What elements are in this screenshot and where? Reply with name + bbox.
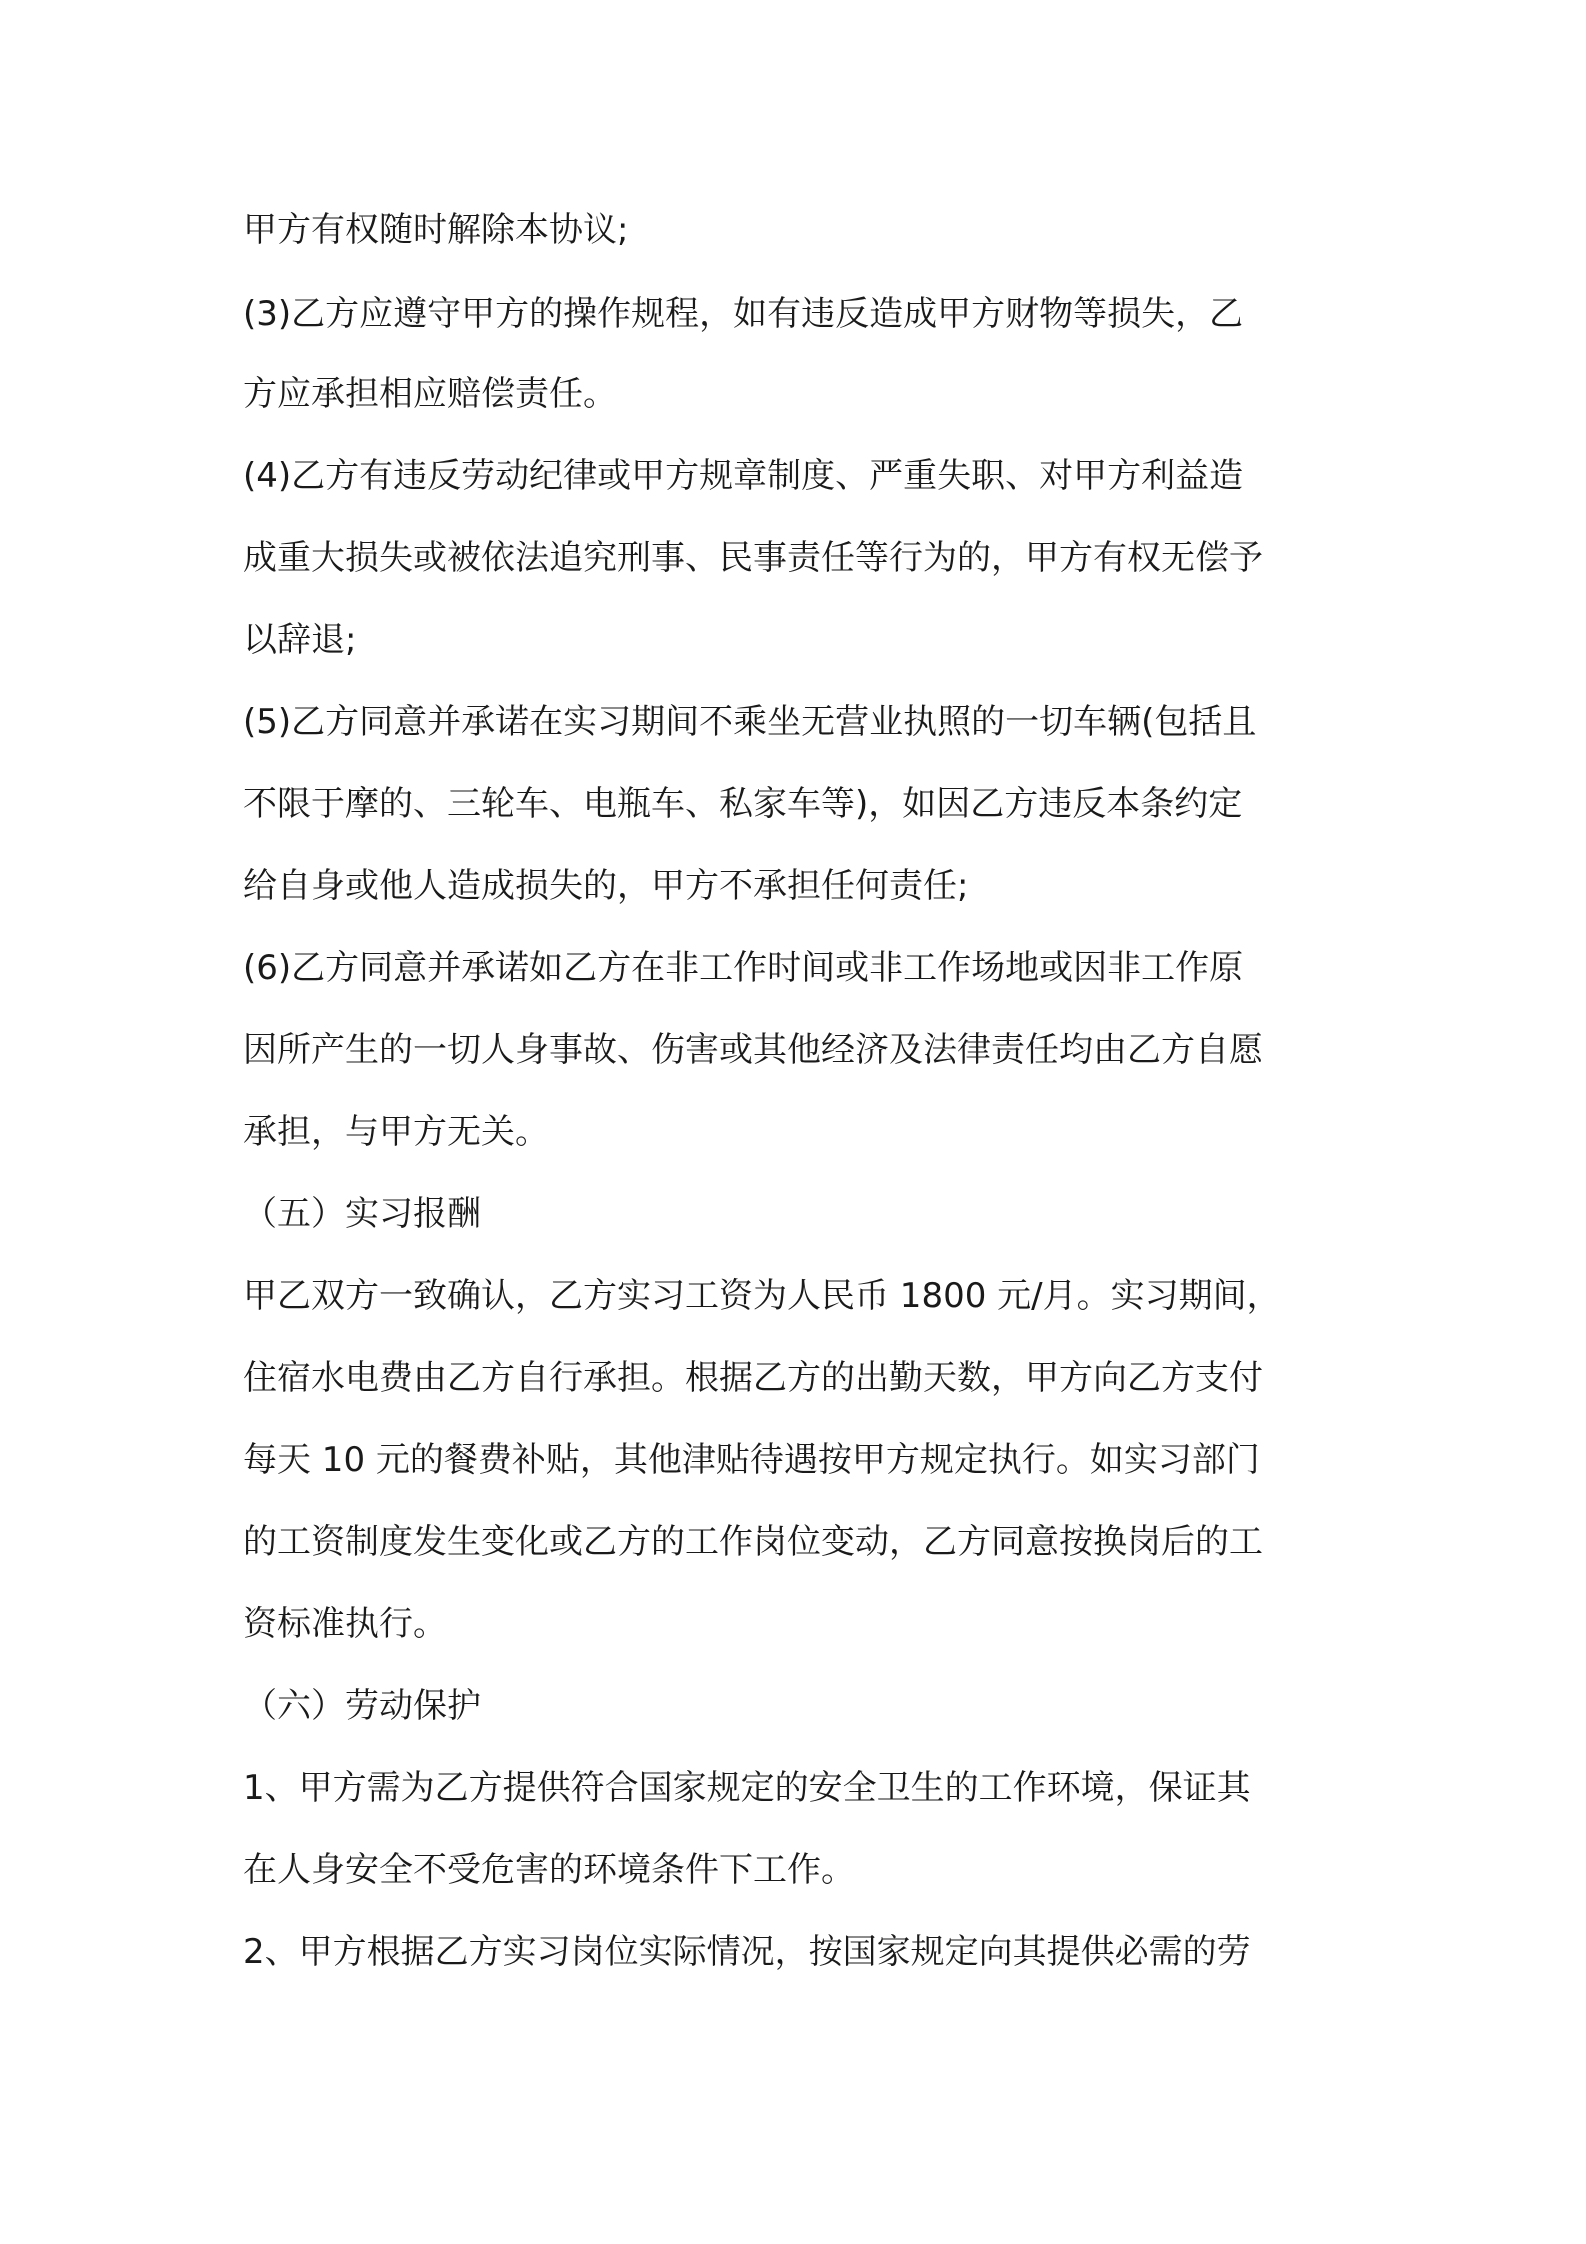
text-line: (6)乙方同意并承诺如乙方在非工作时间或非工作场地或因非工作原: [243, 948, 1244, 988]
text-line: (3)乙方应遵守甲方的操作规程，如有违反造成甲方财物等损失，乙: [243, 294, 1244, 334]
text-line: 以辞退;: [243, 620, 357, 660]
text-line: 甲乙双方一致确认，乙方实习工资为人民币 1800 元/月。实习期间，: [243, 1276, 1281, 1316]
text-line: 住宿水电费由乙方自行承担。根据乙方的出勤天数，甲方向乙方支付: [243, 1358, 1263, 1398]
text-line: 方应承担相应赔偿责任。: [243, 374, 617, 414]
section-heading: （五）实习报酬: [243, 1194, 481, 1234]
text-line: 资标准执行。: [243, 1604, 447, 1644]
text-line: 在人身安全不受危害的环境条件下工作。: [243, 1850, 855, 1890]
text-line: 不限于摩的、三轮车、电瓶车、私家车等)，如因乙方违反本条约定: [243, 784, 1243, 824]
text-line: 给自身或他人造成损失的，甲方不承担任何责任;: [243, 866, 969, 906]
section-heading: （六）劳动保护: [243, 1686, 481, 1726]
text-line: 每天 10 元的餐费补贴，其他津贴待遇按甲方规定执行。如实习部门: [243, 1440, 1260, 1480]
text-line: 甲方有权随时解除本协议;: [243, 210, 629, 250]
text-line: 承担，与甲方无关。: [243, 1112, 549, 1152]
text-line: (5)乙方同意并承诺在实习期间不乘坐无营业执照的一切车辆(包括且: [243, 702, 1257, 742]
text-line: 2、甲方根据乙方实习岗位实际情况，按国家规定向其提供必需的劳: [243, 1932, 1251, 1972]
text-line: 的工资制度发生变化或乙方的工作岗位变动，乙方同意按换岗后的工: [243, 1522, 1263, 1562]
text-line: 1、甲方需为乙方提供符合国家规定的安全卫生的工作环境，保证其: [243, 1768, 1251, 1808]
text-line: (4)乙方有违反劳动纪律或甲方规章制度、严重失职、对甲方利益造: [243, 456, 1244, 496]
text-line: 成重大损失或被依法追究刑事、民事责任等行为的，甲方有权无偿予: [243, 538, 1263, 578]
text-line: 因所产生的一切人身事故、伤害或其他经济及法律责任均由乙方自愿: [243, 1030, 1263, 1070]
